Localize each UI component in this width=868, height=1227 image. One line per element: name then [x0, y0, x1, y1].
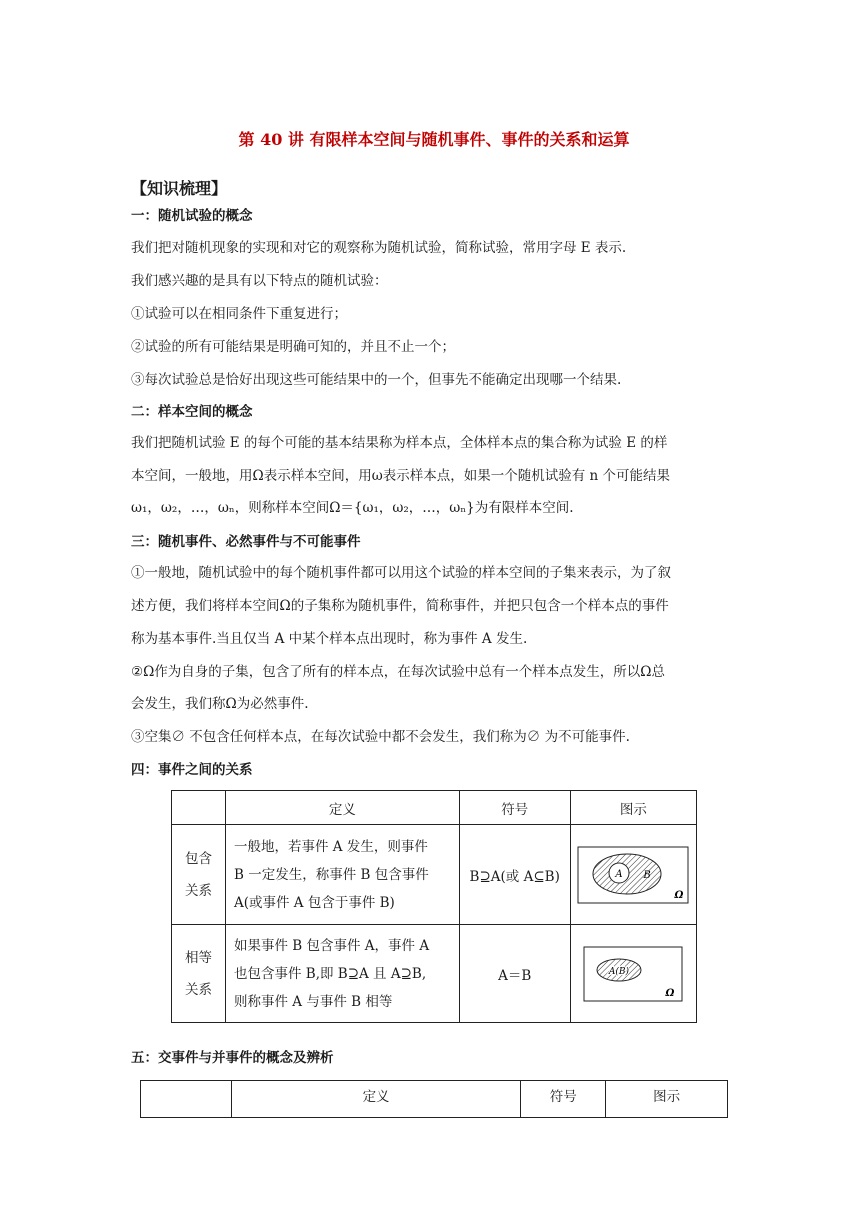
table-header-cell: 符号 — [459, 791, 570, 825]
definition-line: 一般地，若事件 A 发生，则事件 — [233, 838, 428, 855]
paragraph-line: ①试验可以在相同条件下重复进行； — [131, 306, 347, 322]
definition-line: A(或事件 A 包含于事件 B) — [233, 894, 395, 911]
table-header-cell: 符号 — [521, 1081, 606, 1118]
venn-inclusion-diagram — [577, 846, 689, 904]
definition-cell — [225, 925, 459, 1023]
row-label — [172, 925, 226, 1023]
paragraph-line: ③每次试验总是恰好出现这些可能结果中的一个，但事先不能确定出现哪一个结果. — [131, 372, 622, 388]
figure-cell — [570, 825, 696, 925]
paragraph-line: ②Ω作为自身的子集，包含了所有的样本点，在每次试验中总有一个样本点发生，所以Ω总 — [131, 664, 665, 680]
paragraph-line: 本空间，一般地，用Ω表示样本空间，用ω表示样本点，如果一个随机试验有 n 个可能结果 — [131, 468, 670, 484]
intersection-union-table — [140, 1080, 728, 1118]
row-label-line: 关系 — [184, 981, 212, 998]
paragraph-line: 称为基本事件.当且仅当 A 中某个样本点出现时，称为事件 A 发生. — [131, 631, 528, 647]
table-header-cell: 定义 — [231, 1081, 520, 1118]
table-header-row — [172, 791, 697, 825]
paragraph-line: 我们感兴趣的是具有以下特点的随机试验： — [131, 273, 388, 289]
event-a-label: A — [615, 868, 623, 880]
table-header-row — [141, 1081, 728, 1118]
row-label-line: 相等 — [184, 949, 212, 966]
definition-line: 如果事件 B 包含事件 A，事件 A — [233, 937, 430, 954]
omega-label: Ω — [674, 889, 684, 901]
paragraph-line: ω₁，ω₂，…，ωₙ，则称样本空间Ω＝{ω₁，ω₂，…，ωₙ}为有限样本空间. — [131, 500, 574, 516]
symbol-cell: B⊇A(或 A⊆B) — [459, 825, 570, 925]
paragraph-line: 我们把随机试验 E 的每个可能的基本结果称为样本点，全体样本点的集合称为试验 E 的样 — [131, 435, 668, 451]
definition-line: 也包含事件 B,即 B⊇A 且 A⊇B, — [233, 965, 427, 982]
row-label-line: 关系 — [184, 882, 212, 899]
event-ab-label: A(B) — [609, 966, 630, 977]
table-header-cell — [141, 1081, 232, 1118]
omega-label: Ω — [665, 987, 675, 999]
venn-equality-diagram — [583, 946, 683, 1002]
section-5-heading: 五：交事件与并事件的概念及辨析 — [131, 1050, 334, 1066]
page-title: 第 40 讲 有限样本空间与随机事件、事件的关系和运算 — [238, 130, 630, 149]
paragraph-line: ①一般地，随机试验中的每个随机事件都可以用这个试验的样本空间的子集来表示，为了叙 — [131, 565, 671, 581]
event-b-label: B — [643, 869, 652, 881]
table-header-cell: 定义 — [225, 791, 459, 825]
paragraph-line: ②试验的所有可能结果是明确可知的，并且不止一个； — [131, 339, 455, 355]
table-header-cell: 图示 — [606, 1081, 728, 1118]
event-relations-table — [171, 790, 697, 1023]
paragraph-line: 述方便，我们将样本空间Ω的子集称为随机事件，简称事件，并把只包含一个样本点的事件 — [131, 598, 669, 614]
definition-cell — [225, 825, 459, 925]
section-1-heading: 一：随机试验的概念 — [131, 208, 253, 224]
section-4-heading: 四：事件之间的关系 — [131, 762, 253, 778]
paragraph-line: ③空集∅ 不包含任何样本点，在每次试验中都不会发生，我们称为∅ 为不可能事件. — [131, 729, 630, 745]
paragraph-line: 会发生，我们称Ω为必然事件. — [131, 696, 309, 712]
knowledge-heading: 【知识梳理】 — [131, 179, 228, 198]
symbol-cell: A＝B — [459, 925, 570, 1023]
paragraph-line: 我们把对随机现象的实现和对它的观察称为随机试验，简称试验，常用字母 E 表示. — [131, 240, 627, 256]
row-label-line: 包含 — [184, 850, 212, 867]
section-3-heading: 三：随机事件、必然事件与不可能事件 — [131, 534, 361, 550]
table-row — [172, 925, 697, 1023]
table-header-cell — [172, 791, 226, 825]
definition-line: 则称事件 A 与事件 B 相等 — [233, 993, 393, 1010]
table-header-cell: 图示 — [570, 791, 696, 825]
definition-line: B 一定发生，称事件 B 包含事件 — [233, 866, 429, 883]
figure-cell — [570, 925, 696, 1023]
row-label — [172, 825, 226, 925]
table-row — [172, 825, 697, 925]
section-2-heading: 二：样本空间的概念 — [131, 404, 253, 420]
